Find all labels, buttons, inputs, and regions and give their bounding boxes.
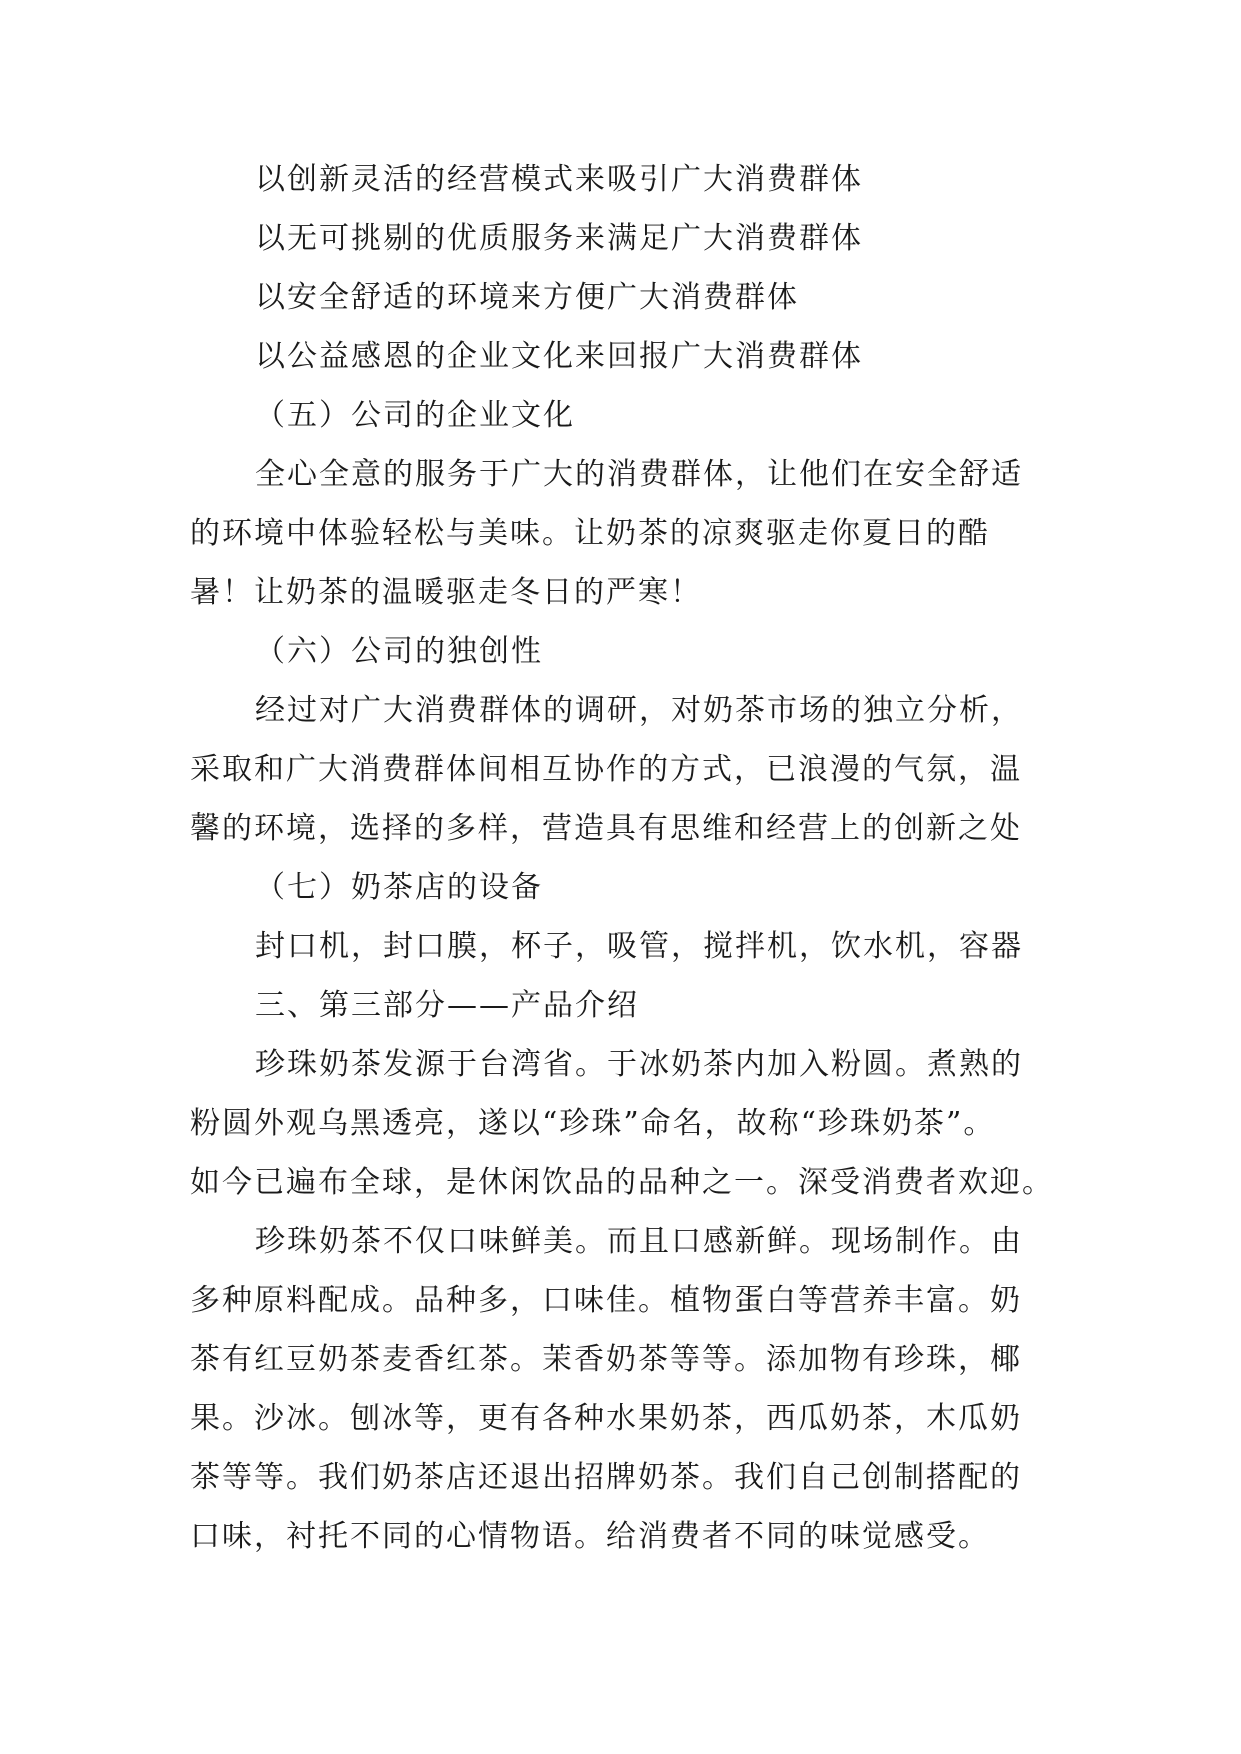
paragraph-line: 的环境中体验轻松与美味。让奶茶的凉爽驱走你夏日的酷 (190, 516, 990, 551)
paragraph-line: 珍珠奶茶发源于台湾省。于冰奶茶内加入粉圆。煮熟的 (255, 1047, 1023, 1082)
paragraph-line: 粉圆外观乌黑透亮，遂以“珍珠”命名，故称“珍珠奶茶”。 (190, 1106, 996, 1141)
paragraph-line: 封口机，封口膜，杯子，吸管，搅拌机，饮水机，容器 (255, 929, 1023, 964)
paragraph-line: 果。沙冰。刨冰等，更有各种水果奶茶，西瓜奶茶，木瓜奶 (190, 1401, 1022, 1436)
section-heading: （七）奶茶店的设备 (255, 870, 543, 905)
text-line: 以安全舒适的环境来方便广大消费群体 (255, 280, 799, 315)
section-heading: 三、第三部分——产品介绍 (255, 988, 639, 1023)
text-line: 以无可挑剔的优质服务来满足广大消费群体 (255, 221, 863, 256)
document-body (190, 150, 1070, 1566)
section-heading: （六）公司的独创性 (255, 634, 543, 669)
paragraph-line: 茶有红豆奶茶麦香红茶。茉香奶茶等等。添加物有珍珠，椰 (190, 1342, 1022, 1377)
paragraph-line: 馨的环境，选择的多样，营造具有思维和经营上的创新之处 (190, 811, 1022, 846)
paragraph-line: 暑！让奶茶的温暖驱走冬日的严寒！ (190, 575, 702, 610)
paragraph-line: 如今已遍布全球，是休闲饮品的品种之一。深受消费者欢迎。 (190, 1165, 1054, 1200)
paragraph-line: 经过对广大消费群体的调研，对奶茶市场的独立分析， (255, 693, 1023, 728)
paragraph-line: 多种原料配成。品种多，口味佳。植物蛋白等营养丰富。奶 (190, 1283, 1022, 1318)
paragraph-line: 口味，衬托不同的心情物语。给消费者不同的味觉感受。 (190, 1519, 990, 1554)
paragraph-line: 全心全意的服务于广大的消费群体，让他们在安全舒适 (255, 457, 1023, 492)
paragraph-line: 珍珠奶茶不仅口味鲜美。而且口感新鲜。现场制作。由 (255, 1224, 1023, 1259)
text-line: 以公益感恩的企业文化来回报广大消费群体 (255, 339, 863, 374)
paragraph-line: 采取和广大消费群体间相互协作的方式，已浪漫的气氛，温 (190, 752, 1022, 787)
section-heading: （五）公司的企业文化 (255, 398, 575, 433)
paragraph-line: 茶等等。我们奶茶店还退出招牌奶茶。我们自己创制搭配的 (190, 1460, 1022, 1495)
text-line: 以创新灵活的经营模式来吸引广大消费群体 (255, 162, 863, 197)
